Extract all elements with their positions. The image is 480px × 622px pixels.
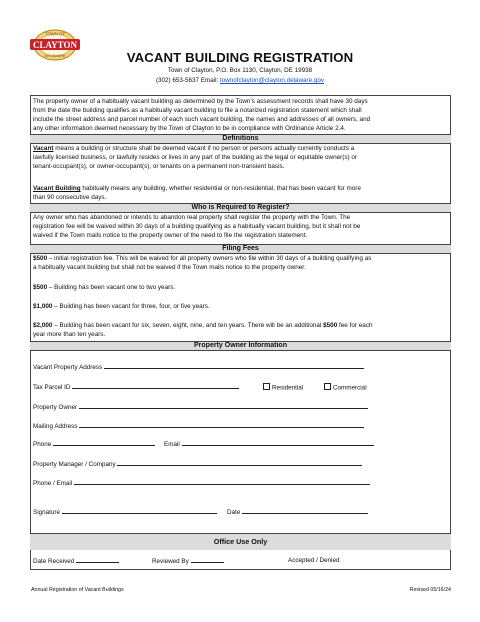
property-manager-row	[33, 460, 362, 468]
mailing-address-label: Mailing Address	[33, 423, 78, 430]
who-heading: Who is Required to Register?	[30, 203, 451, 213]
phone-row	[33, 440, 155, 448]
footer-revision: Revised 05/16/24	[409, 587, 451, 593]
fees-heading: Filing Fees	[30, 244, 451, 254]
who-line: waived if the Town mails notice to the property owner of the need to file the registration statement.	[33, 232, 308, 239]
definitions-heading: Definitions	[30, 134, 451, 144]
reviewed-by-input[interactable]	[191, 557, 224, 563]
property-owner-input[interactable]	[79, 403, 368, 409]
who-paragraph	[33, 213, 448, 240]
date-received-row	[33, 557, 119, 565]
date-received-label: Date Received	[33, 558, 75, 565]
who-line: Any owner who has abandoned or intends to abandon real property shall register the property with the Town. The	[33, 214, 351, 221]
definition-line: means a building or structure shall be deemed vacant if no person or persons actually currently conducts a	[53, 145, 355, 152]
residential-label: Residential	[272, 384, 304, 392]
vacant-address-label: Vacant Property Address	[33, 364, 103, 371]
logo-bottom-text: DELAWARE	[44, 54, 66, 58]
fee-line: year more than ten years.	[33, 331, 106, 338]
manager-phone-email-label: Phone / Email	[33, 480, 73, 487]
fee-three-five-years	[33, 302, 448, 311]
page-title: VACANT BUILDING REGISTRATION	[126, 50, 354, 65]
contact-line	[0, 77, 480, 84]
commercial-option[interactable]	[324, 383, 367, 392]
date-input[interactable]	[242, 508, 368, 514]
date-received-input[interactable]	[76, 557, 119, 563]
date-row	[227, 508, 368, 516]
vacant-building-term: Vacant Building	[33, 185, 81, 192]
fee-text: – Building has been vacant for three, four, or five years.	[52, 303, 210, 310]
residential-checkbox[interactable]	[263, 383, 270, 390]
fee-text: fee for each	[337, 322, 373, 329]
fee-line: – initial registration fee. This will be waived for all property owners who file within 30 days of a building qualifying as	[47, 255, 372, 262]
fee-one-two-years	[33, 283, 448, 292]
fee-amount: $500	[33, 255, 48, 262]
town-address: Town of Clayton, P.O. Box 1130, Clayton, DE 19938	[167, 67, 313, 74]
tax-parcel-input[interactable]	[72, 383, 239, 389]
intro-line: any other information deemed necessary by the Town of Clayton to be in compliance with Ordinance Article 2.4.	[33, 125, 346, 132]
manager-phone-email-row	[33, 479, 370, 487]
logo-top-text: TOWN OF	[44, 31, 66, 37]
manager-phone-email-input[interactable]	[74, 479, 370, 485]
definition-line: than 90 consecutive days.	[33, 194, 107, 201]
email-link[interactable]: townofclayton@clayton.delaware.gov	[220, 77, 325, 84]
email-label: Email	[164, 441, 180, 448]
property-manager-input[interactable]	[117, 460, 362, 466]
intro-paragraph	[33, 97, 448, 133]
email-input[interactable]	[182, 440, 374, 446]
vacant-definition	[33, 144, 448, 171]
fee-amount: $1,000	[33, 303, 53, 310]
accepted-denied-label: Accepted / Denied	[288, 557, 340, 564]
footer-title: Annual Registration of Vacant Buildings	[31, 587, 124, 593]
email-row	[164, 440, 374, 448]
fee-amount: $2,000	[33, 322, 53, 329]
definition-line: habitually means any building, whether residential or non-residential, that has been vacant for more	[80, 185, 361, 192]
tax-parcel-row	[33, 383, 239, 391]
phone-input[interactable]	[53, 440, 155, 446]
vacant-building-definition	[33, 184, 448, 202]
vacant-address-row	[33, 363, 364, 371]
vacant-term: Vacant	[33, 145, 54, 152]
definition-line: lawfully licensed business, or lawfully resides or lives in any part of the building as the legal or equitable owner(s) or	[33, 154, 358, 161]
intro-line: include the street address and parcel number of each such vacant building, the names and addresses of all owners, and	[33, 116, 371, 123]
who-line: registration fee will be waived within 30 days of a building qualifying as a habitually vacant building, but it shall not be	[33, 223, 361, 230]
intro-line: from the date the building qualifies as a habitually vacant building to file a notarized registration statement which shall	[33, 107, 362, 114]
fee-six-ten-years	[33, 321, 448, 339]
fee-text: – Building has been vacant for six, seven, eight, nine, and ten years. There will be an additional	[52, 322, 324, 329]
fee-extra-amount: $500	[323, 322, 338, 329]
owner-info-heading: Property Owner Information	[30, 341, 451, 351]
date-label: Date	[227, 509, 241, 516]
commercial-label: Commercial	[333, 384, 367, 392]
residential-option[interactable]	[263, 383, 303, 392]
fee-amount: $500	[33, 284, 48, 291]
signature-label: Signature	[33, 509, 60, 516]
mailing-address-row	[33, 422, 364, 430]
reviewed-by-label: Reviewed By	[152, 558, 189, 565]
phone-email-prefix: (302) 653-5637 Email:	[155, 77, 219, 84]
fee-initial	[33, 254, 448, 272]
signature-input[interactable]	[62, 508, 217, 514]
property-owner-label: Property Owner	[33, 404, 78, 411]
tax-parcel-label: Tax Parcel ID	[33, 384, 71, 391]
fee-line: a habitually vacant building but shall not be waived if the Town mails notice to the property owner.	[33, 264, 306, 271]
property-manager-label: Property Manager / Company	[33, 461, 116, 468]
definition-line: tenant-occupant(s), or owner-occupant(s), or tenants on a permanent non-transient basis.	[33, 163, 285, 170]
logo-name: CLAYTON	[32, 40, 78, 50]
reviewed-by-row	[152, 557, 224, 565]
property-owner-row	[33, 403, 368, 411]
phone-label: Phone	[33, 441, 52, 448]
signature-row	[33, 508, 217, 516]
commercial-checkbox[interactable]	[324, 383, 331, 390]
office-use-heading: Office Use Only	[30, 533, 451, 550]
vacant-address-input[interactable]	[104, 363, 364, 369]
fee-text: – Building has been vacant one to two years.	[47, 284, 176, 291]
mailing-address-input[interactable]	[79, 422, 364, 428]
intro-line: The property owner of a habitually vacant building as determined by the Town's assessment records shall have 30 days	[33, 98, 368, 105]
